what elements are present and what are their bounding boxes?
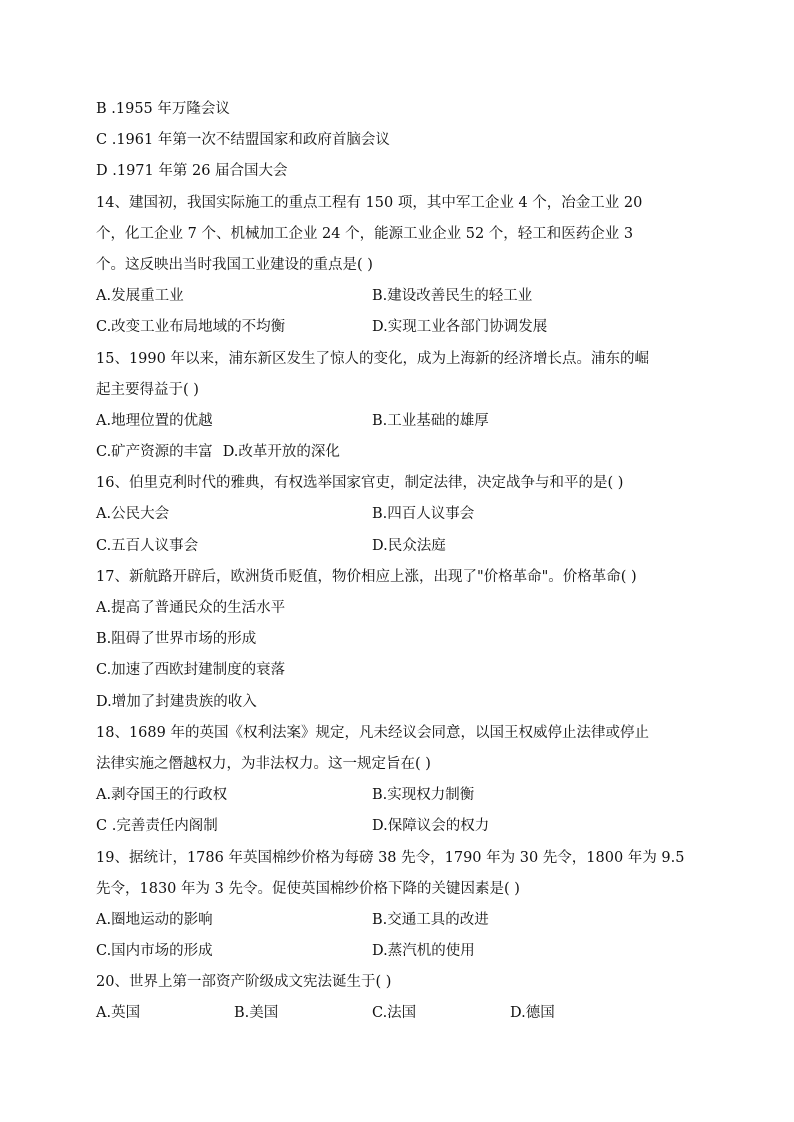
question-stem: 17、新航路开辟后，欧洲货币贬值，物价相应上涨，出现了"价格革命"。价格革命( )	[96, 568, 637, 585]
option-text: A.提高了普通民众的生活水平	[96, 600, 286, 616]
option-text: D.保障议会的权力	[372, 818, 490, 835]
option-text: A.发展重工业	[96, 288, 184, 305]
option-text: D.实现工业各部门协调发展	[372, 319, 548, 336]
question-18	[96, 718, 716, 843]
option-text: C.五百人议事会	[96, 537, 199, 554]
option-text: B.交通工具的改进	[372, 911, 489, 928]
question-17	[96, 562, 716, 718]
option-text: B.建设改善民生的轻工业	[372, 288, 533, 305]
option-row	[96, 499, 716, 530]
option-text: A.英国	[96, 1005, 141, 1022]
option-text: D.改革开放的深化	[222, 444, 340, 461]
question-13-tail	[96, 94, 716, 188]
question-16	[96, 468, 716, 562]
option-row	[96, 406, 716, 437]
option-text: A.圈地运动的影响	[96, 911, 213, 928]
option-text: C.矿产资源的丰富	[96, 444, 213, 461]
option-text: B.四百人议事会	[372, 506, 475, 523]
option-row	[96, 780, 716, 811]
option-text: A.公民大会	[96, 506, 170, 523]
question-stem: 19、据统计，1786 年英国棉纱价格为每磅 38 先令，1790 年为 30 先令，1800 年为 9.5	[96, 849, 685, 866]
option-text: A.剥夺国王的行政权	[96, 787, 228, 804]
question-stem: 15、1990 年以来，浦东新区发生了惊人的变化，成为上海新的经济增长点。浦东的崛	[96, 350, 649, 367]
option-text: D.民众法庭	[372, 537, 446, 554]
option-row	[96, 998, 716, 1029]
option-text: D.德国	[510, 1005, 555, 1022]
option-row	[96, 905, 716, 936]
option-text: B.工业基础的雄厚	[372, 412, 489, 429]
option-text: D .1971 年第 26 届合国大会	[96, 163, 288, 180]
option-text: A.地理位置的优越	[96, 412, 213, 429]
question-stem: 20、世界上第一部资产阶级成文宪法诞生于( )	[96, 974, 392, 991]
option-text: B.美国	[234, 1005, 279, 1022]
question-stem: 个。这反映出当时我国工业建设的重点是( )	[96, 256, 373, 273]
option-text: C.法国	[372, 1005, 417, 1022]
option-text: C .完善责任内阁制	[96, 818, 218, 835]
option-row	[96, 531, 716, 562]
option-text: B.实现权力制衡	[372, 787, 475, 804]
option-row	[96, 281, 716, 312]
option-row	[96, 811, 716, 842]
option-text: D.蒸汽机的使用	[372, 943, 475, 960]
question-20	[96, 967, 716, 1029]
question-stem: 18、1689 年的英国《权利法案》规定，凡未经议会同意，以国王权威停止法律或停止	[96, 724, 649, 741]
option-text: C.加速了西欧封建制度的衰落	[96, 662, 286, 679]
option-text: B .1955 年万隆会议	[96, 101, 230, 117]
option-row	[96, 936, 716, 967]
question-stem: 先令，1830 年为 3 先令。促使英国棉纱价格下降的关键因素是( )	[96, 880, 520, 897]
exam-page	[96, 94, 716, 1030]
question-19	[96, 843, 716, 968]
option-row	[96, 437, 716, 468]
question-15	[96, 344, 716, 469]
option-text: B.阻碍了世界市场的形成	[96, 631, 257, 648]
option-text: C.改变工业布局地域的不均衡	[96, 319, 286, 336]
question-14	[96, 188, 716, 344]
option-text: D.增加了封建贵族的收入	[96, 693, 257, 710]
option-text: C .1961 年第一次不结盟国家和政府首脑会议	[96, 132, 390, 149]
question-stem: 法律实施之僭越权力，为非法权力。这一规定旨在( )	[96, 755, 431, 772]
question-stem: 16、伯里克利时代的雅典，有权选举国家官吏，制定法律，决定战争与和平的是( )	[96, 475, 624, 492]
question-stem: 起主要得益于( )	[96, 381, 199, 398]
question-stem: 个，化工企业 7 个、机械加工企业 24 个，能源工业企业 52 个，轻工和医药企业 3	[96, 225, 634, 242]
question-stem: 14、建国初，我国实际施工的重点工程有 150 项，其中军工企业 4 个，冶金工业 20	[96, 194, 643, 211]
option-row	[96, 312, 716, 343]
option-text: C.国内市场的形成	[96, 943, 213, 960]
